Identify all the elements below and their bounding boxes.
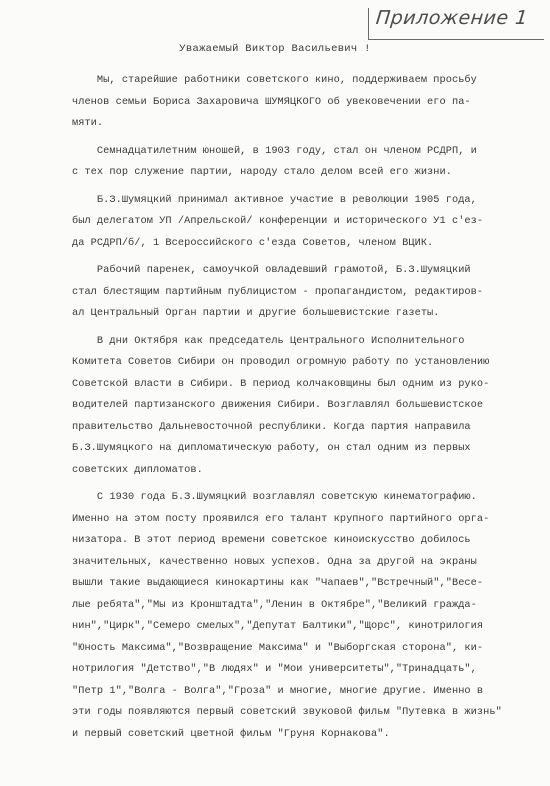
- paragraph: [72, 331, 542, 482]
- text-line: Рабочий паренек, самоучкой овладевший грамотой, Б.З.Шумяцкий: [72, 264, 471, 276]
- text-line: советских дипломатов.: [72, 463, 203, 476]
- text-line: мяти.: [72, 117, 104, 129]
- text-line: стал блестящим партийным публицистом - пропагандистом, редактиров-: [72, 285, 484, 298]
- text-line: вышли такие выдающиеся кинокартины как "Чапаев","Встречный","Весе-: [72, 577, 484, 589]
- text-line: Мы, старейшие работники советского кино, поддерживаем просьбу: [72, 74, 477, 86]
- text-line: да РСДРП/б/, 1 Всероссийского с'езда Советов, членом ВЦИК.: [72, 236, 434, 249]
- paragraph: [72, 70, 542, 135]
- paragraph: [72, 260, 542, 325]
- text-line: эти годы появляются первый советский звуковой фильм "Путевка в жизнь": [72, 706, 502, 718]
- text-line: Семнадцатилетним юношей, в 1903 году, стал он членом РСДРП, и: [72, 144, 477, 157]
- text-line: был делегатом УП /Апрельской/ конференции и исторического У1 с'ез-: [72, 215, 484, 227]
- text-line: правительство Дальневосточной республики. Когда партия направила: [72, 420, 471, 433]
- text-line: лые ребята","Мы из Кронштадта","Ленин в Октябре","Великий гражда-: [72, 598, 477, 611]
- text-line: Б.З.Шумяцкого на дипломатическую работу, он стал одним из первых: [72, 442, 471, 454]
- salutation: Уважаемый Виктор Васильевич !: [179, 43, 371, 55]
- paragraph: [72, 190, 542, 255]
- text-line: Именно на этом посту проявился его талант крупного партийного орга-: [72, 512, 490, 525]
- text-line: водителей партизанского движения Сибири. Возглавлял большевистское: [72, 399, 484, 411]
- text-line: и первый советский цветной фильм "Груня Корнакова".: [72, 727, 390, 740]
- text-line: С 1930 года Б.З.Шумяцкий возглавлял советскую кинематографию.: [72, 491, 477, 503]
- letter-body: [72, 70, 542, 751]
- text-line: "Петр 1","Волга - Волга","Гроза" и многие, многие другие. Именно в: [72, 684, 484, 697]
- handwritten-annotation: Приложение 1: [374, 7, 530, 29]
- text-line: членов семьи Бориса Захаровича ШУМЯЦКОГО об увековечении его па-: [72, 95, 471, 108]
- text-line: Комитета Советов Сибири он проводил огромную работу по установлению: [72, 356, 490, 368]
- text-line: с тех пор служение партии, народу стало делом всей его жизни.: [72, 166, 452, 178]
- text-line: ал Центральный Орган партии и другие большевистские газеты.: [72, 307, 440, 319]
- text-line: В дни Октября как председатель Центрального Исполнительного: [72, 334, 465, 347]
- text-line: низатора. В этот период времени советское киноискусство добилось: [72, 534, 471, 546]
- text-line: Советской власти в Сибири. В период колчаковщины был одним из руко-: [72, 377, 490, 390]
- paragraph: [72, 141, 542, 184]
- text-line: "Юность Максима","Возвращение Максима" и "Выборгская сторона", ки-: [72, 641, 484, 654]
- text-line: нин","Цирк","Семеро смелых","Депутат Балтики","Щорс", кинотрилогия: [72, 620, 484, 632]
- text-line: значительных, качественно новых успехов. Одна за другой на экраны: [72, 555, 477, 568]
- paragraph: [72, 487, 542, 745]
- text-line: нотрилогия "Детство","В людях" и "Мои университеты","Тринадцать",: [72, 663, 477, 675]
- text-line: Б.З.Шумяцкий принимал активное участие в революции 1905 года,: [72, 193, 477, 206]
